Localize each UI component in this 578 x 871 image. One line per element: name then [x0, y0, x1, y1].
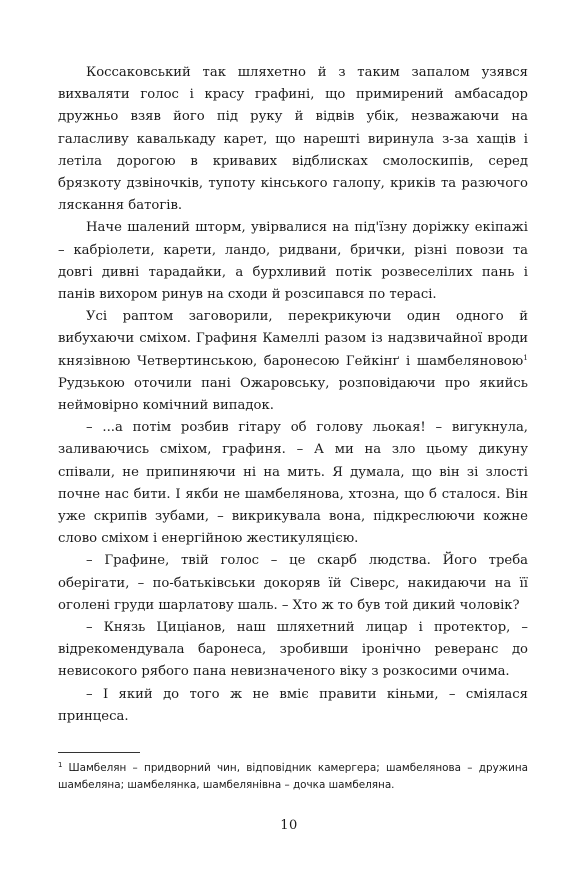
paragraph-2: Наче шалений шторм, увірвалися на під'їзну доріжку екіпажі – кабріолети, карети, ландо, ридвани, брички, різні повози та довгі дивні тарадайки, а бурхливий потік розвеселілих пань і панів вихором ринув на сходи й розсипався по терасі.	[58, 220, 528, 303]
paragraph-3-before: Усі раптом заговорили, перекрикуючи один одного й вибухаючи сміхом. Графиня Камеллі разом із надзвичайної вроди князівною Четвертинською, баронесою Гейкінґ і шамбеляновою	[58, 309, 528, 369]
paragraph-3	[58, 306, 528, 417]
footnote-reference: 1	[523, 352, 528, 362]
paragraph-1: Коссаковський так шляхетно й з таким запалом узявся вихваляти голос і красу графині, що примирений амбасадор дружньо взяв його під руку й відвів убік, незважаючи на галасливу кавалькаду карет, що нарешті виринула з-за хащів і летіла дорогою в кривавих відблисках смолоскипів, серед брязкоту дзвіночків, тупоту кінського галопу, криків та разючого ляскання батогів.	[58, 65, 528, 214]
main-text	[58, 62, 528, 728]
paragraph-3-after: Рудзькою оточили пані Ожаровську, розповідаючи про якийсь неймовірно комічний випадок.	[58, 375, 528, 414]
paragraph-4: – ...а потім розбив гітару об голову льокая! – вигукнула, заливаючись сміхом, графиня. – А ми на зло цьому дикуну співали, не припиняючи ні на мить. Я думала, що він зі злості почне нас бити. І якби не шамбелянова, хтозна, що б сталося. Він уже скрипів зубами, – викрикувала вона, підкреслюючи кожне слово сміхом і енергійною жестикуляцією.	[58, 420, 528, 547]
page-number: 10	[280, 818, 298, 833]
footnote-mark: 1	[58, 761, 63, 769]
footnote-text: Шамбелян – придворний чин, відповідник камергера; шамбелянова – дружина шамбеляна; шамбелянка, шамбелянівна – дочка шамбеляна.	[58, 762, 528, 791]
paragraph-5: – Графине, твій голос – це скарб людства. Його треба оберігати, – по-батьківськи докоряв їй Сіверс, накидаючи на її оголені груди шарлатову шаль. – Хто ж то був той дикий чоловік?	[58, 553, 528, 613]
paragraph-6: – Князь Циціанов, наш шляхетний лицар і протектор, – відрекомендувала баронеса, зробивши іронічно реверанс до невисокого рябого пана невизначеного віку з розкосими очима.	[58, 620, 528, 680]
paragraph-7: – І який до того ж не вміє правити кіньми, – сміялася принцеса.	[58, 686, 528, 724]
footnote-divider	[58, 752, 140, 753]
footnote	[58, 760, 528, 794]
